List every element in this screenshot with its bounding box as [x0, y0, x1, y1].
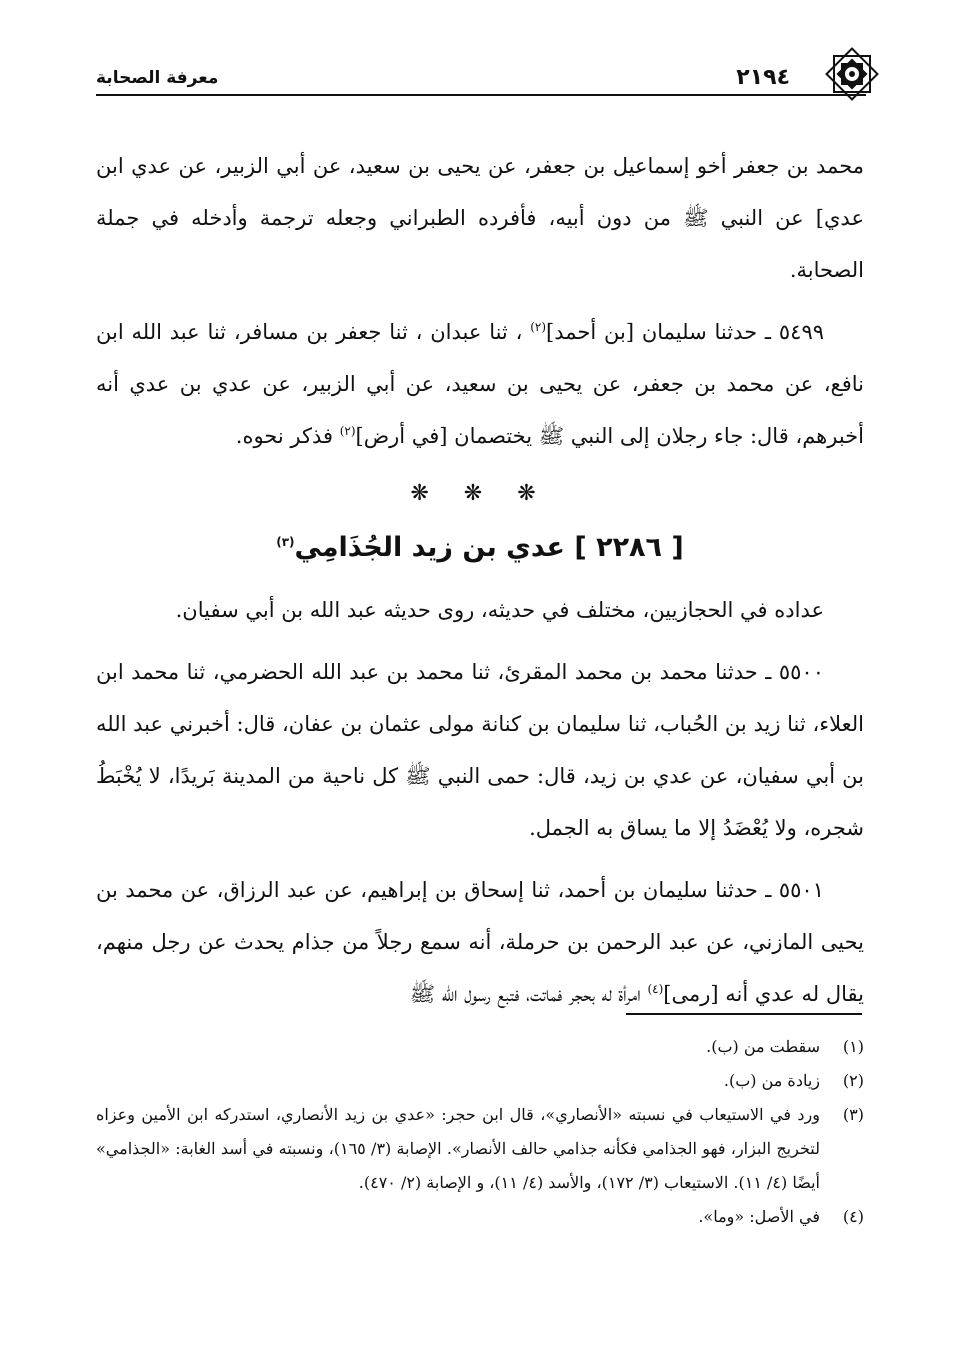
footnote-text: ورد في الاستيعاب في نسبته «الأنصاري»، قال ابن حجر: «عدي بن زيد الأنصاري، استدركه ابن الأمين وعزاه لتخريج البزار، فهو الجذامي فكأنه جذامي حالف الأنصار». الإصابة (٣/ ١٦٥)، ونسبته في أسد الغابة: «الجذامي» أيضًا (٤/ ١١). الاستيعاب (٣/ ١٧٢)، والأسد (٤/ ١١)، و الإصابة (٢/ ٤٧٠).: [96, 1105, 820, 1192]
footnote-text: في الأصل: «وما».: [698, 1207, 820, 1226]
footnote-number: (٣): [842, 1105, 864, 1124]
hadith-5501-text-a: ٥٥٠١ ـ حدثنا سليمان بن أحمد، ثنا إسحاق بن إبراهيم، عن عبد الرزاق، عن محمد بن يحيى المازني، عن عبد الرحمن بن حرملة، أنه سمع رجلاً من جذام يحدث عن رجل منهم، يقال له عدي أنه [رمى]: [96, 878, 864, 1006]
paragraph-continuation: محمد بن جعفر أخو إسماعيل بن جعفر، عن يحيى بن سعيد، عن أبي الزبير، عن عدي ابن عدي] عن النبي ﷺ من دون أبيه، فأفرده الطبراني وجعله ترجمة وأدخله في جملة الصحابة.: [96, 154, 864, 282]
page-number: ٢١٩٤: [736, 65, 790, 90]
section-divider-stars: ❋ ❋ ❋: [410, 481, 550, 506]
footnote-number: (٢): [842, 1071, 864, 1090]
page-header: [96, 50, 866, 96]
hadith-5501: [96, 864, 864, 1020]
footnote-ref-3: (٣): [276, 535, 295, 549]
footnote-text: زيادة من (ب).: [723, 1071, 820, 1090]
main-text: [96, 140, 864, 1030]
footnote-number: (٤): [842, 1207, 864, 1226]
footnote-1: [96, 1030, 864, 1064]
hadith-5499-text-a: ٥٤٩٩ ـ حدثنا سليمان [بن أحمد]: [546, 320, 825, 344]
entry-heading: [96, 520, 864, 576]
entry-intro: عداده في الحجازيين، مختلف في حديثه، روى حديثه عبد الله بن أبي سفيان.: [175, 598, 824, 622]
running-title: معرفة الصحابة: [96, 68, 219, 88]
footnote-ref-2: (٢): [530, 320, 547, 334]
footnote-separator: [626, 1013, 862, 1015]
footnote-2: [96, 1064, 864, 1098]
footnote-text: سقطت من (ب).: [706, 1037, 820, 1056]
hadith-5499: [96, 306, 864, 462]
hadith-5501-text-b: امرأة له بحجر فماتت، فتبع رسول الله ﷺ: [409, 982, 648, 1006]
footnote-ref-4: (٤): [647, 982, 664, 996]
footnote-number: (١): [842, 1037, 864, 1056]
footnote-4: [96, 1200, 864, 1234]
hadith-5500: ٥٥٠٠ ـ حدثنا محمد بن محمد المقرئ، ثنا محمد بن عبد الله الحضرمي، ثنا محمد ابن العلاء، ثنا زيد بن الحُباب، ثنا سليمان بن كنانة مولى عثمان بن عفان، قال: أخبرني عبد الله بن أبي سفيان، عن عدي بن زيد، قال: حمى النبي ﷺ كل ناحية من المدينة بَريدًا، لا يُخْبَطُ شجره، ولا يُعْضَدُ إلا ما يساق به الجمل.: [96, 660, 864, 840]
footnote-ref-2b: (٢): [339, 424, 356, 438]
footnotes: [96, 1030, 864, 1234]
footnote-3: [96, 1098, 864, 1200]
entry-heading-text: [ ٢٢٨٦ ] عدي بن زيد الجُذَامِي: [294, 532, 684, 563]
hadith-5499-text-c: فذكر نحوه.: [235, 424, 340, 448]
octagram-ornament-icon: [824, 46, 880, 102]
hadith-5499-text-b: ، ثنا عبدان ، ثنا جعفر بن مسافر، ثنا عبد الله ابن نافع، عن محمد بن جعفر، عن يحيى بن سعيد، عن أبي الزبير، عن عدي بن عدي أنه أخبرهم، قال: جاء رجلان إلى النبي ﷺ يختصمان [في أرض]: [96, 320, 864, 448]
